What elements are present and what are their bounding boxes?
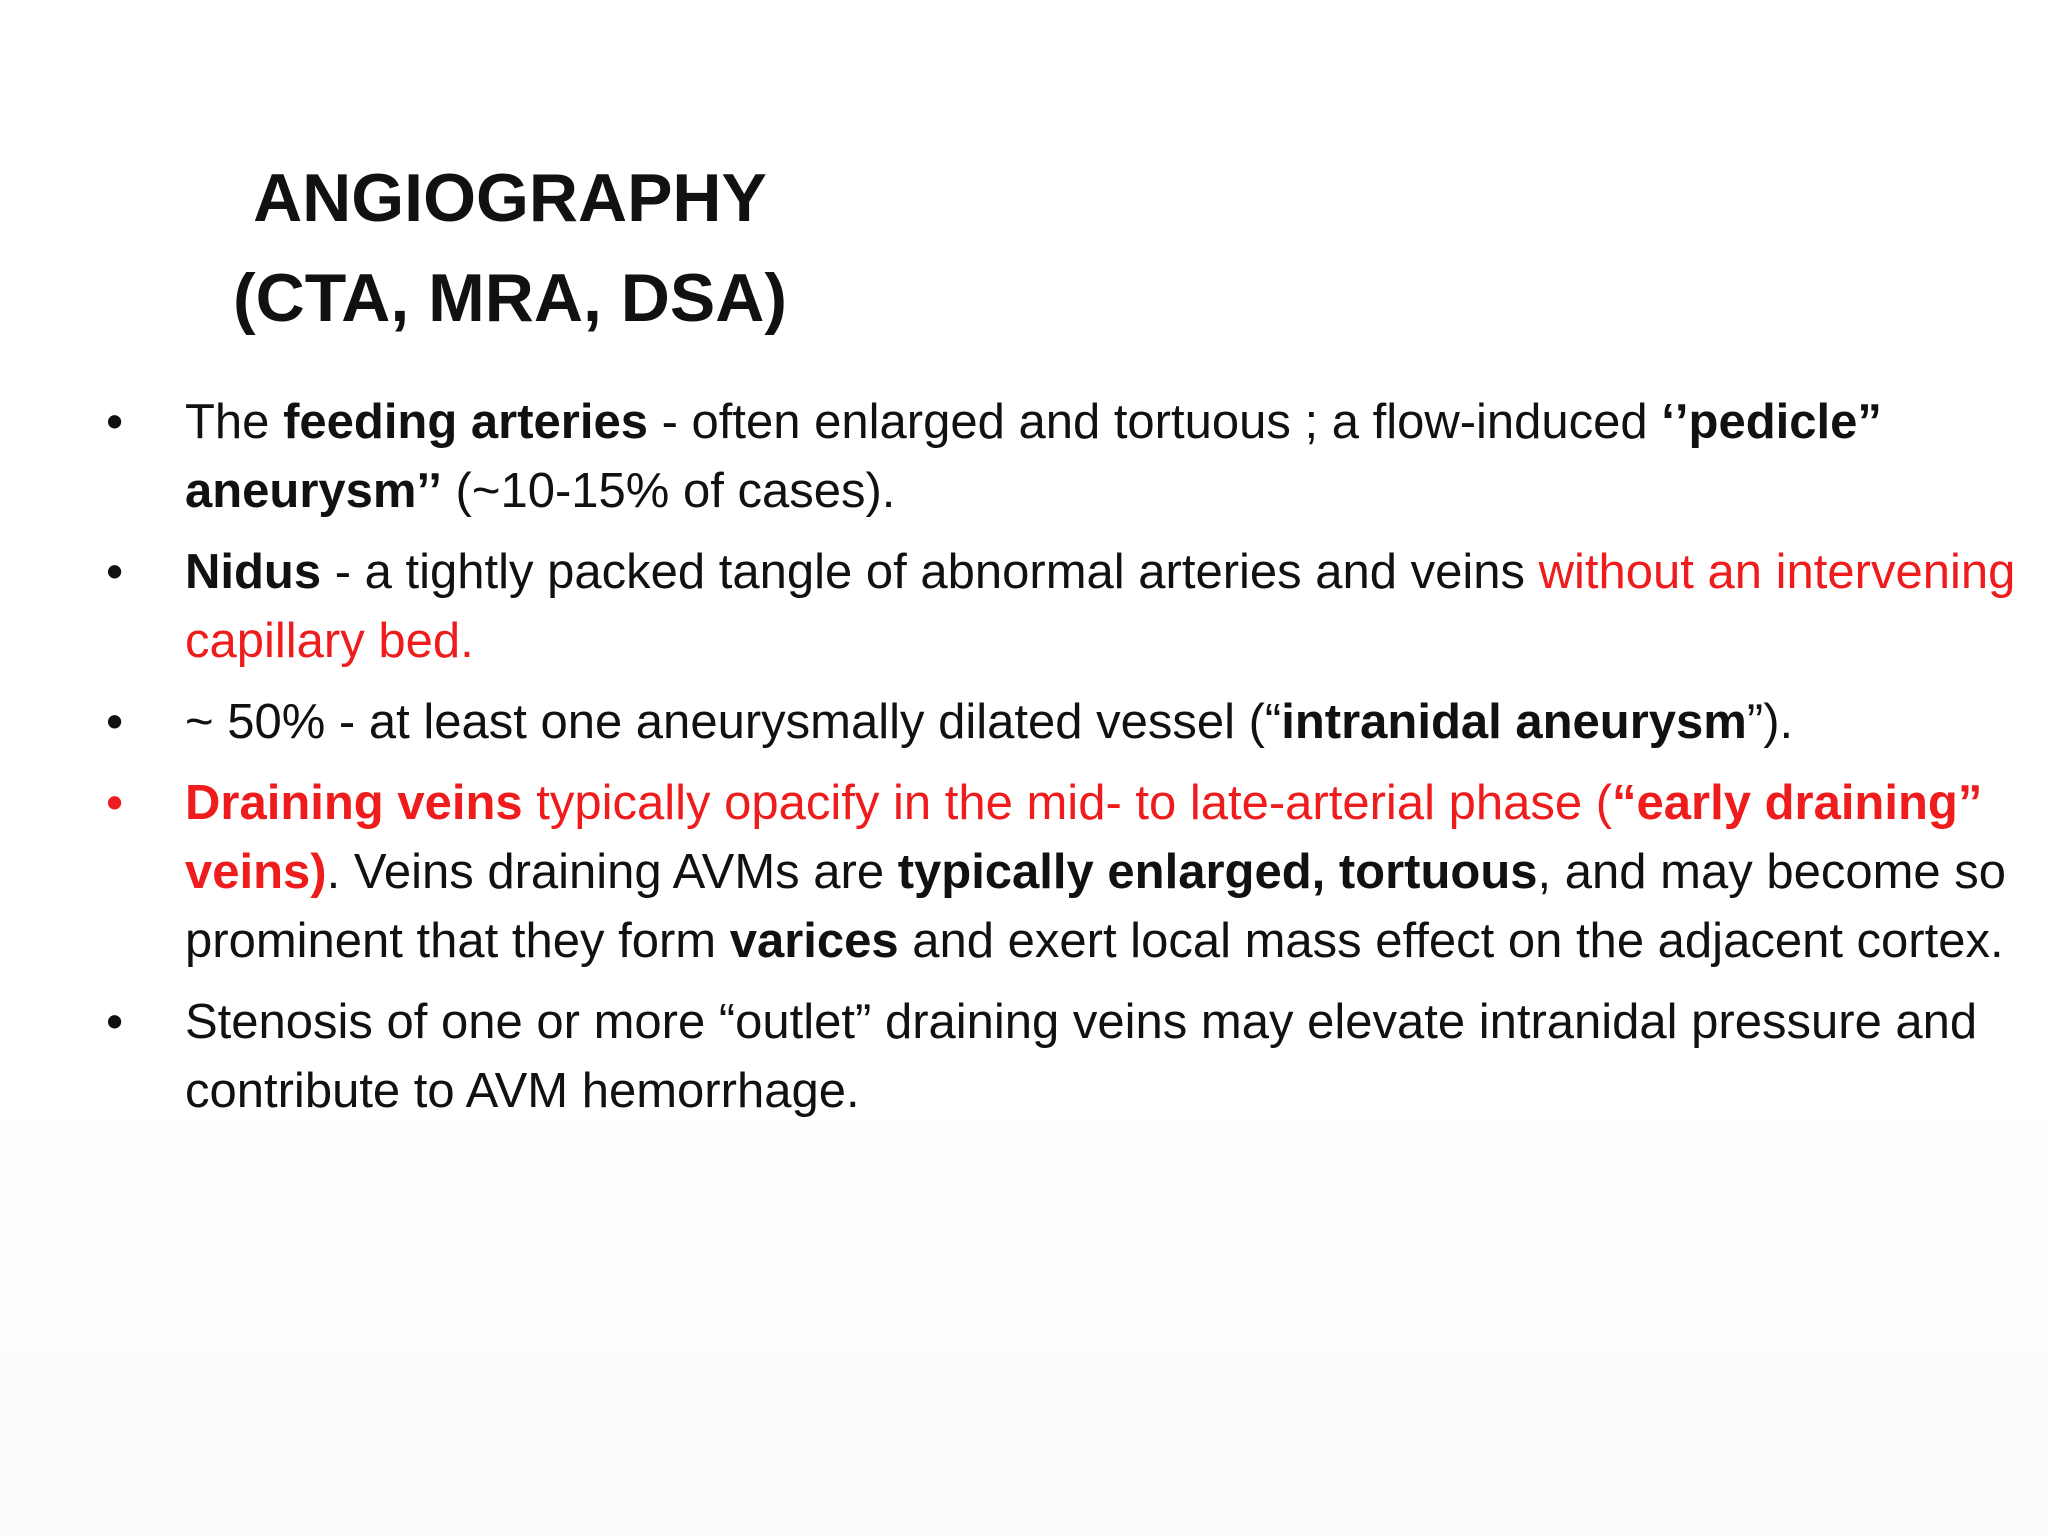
text-run: (~10-15% of cases). (441, 464, 896, 518)
title-line-1: ANGIOGRAPHY (253, 160, 767, 236)
bullet-text (185, 538, 2045, 676)
bold-term-early-draining-veins: “early draining” veins) (185, 776, 1983, 899)
bullet-stenosis (100, 988, 1978, 1126)
bullet-marker: • (106, 776, 124, 830)
slide-title (160, 148, 860, 348)
text-run: Stenosis of one or more “outlet” draining veins may elevate intranidal pressure and contribute to AVM hemorrhage. (185, 995, 1978, 1118)
bold-term-pedicle-aneurysm: ‘’pedicle” aneurysm’’ (185, 395, 1882, 518)
bullet-list (100, 388, 2016, 1138)
text-run: - a tightly packed tangle of abnormal arteries and veins (321, 545, 1539, 599)
text-run: and exert local mass effect on the adjacent cortex. (898, 914, 2004, 968)
bold-term-feeding-arteries: feeding arteries (283, 395, 648, 449)
bullet-draining-veins (100, 769, 2007, 976)
bullet-feeding-arteries (100, 388, 1960, 526)
bullet-text (185, 388, 2045, 526)
bullet-text (185, 769, 2045, 976)
text-run: The (185, 395, 284, 449)
bold-term-enlarged-tortuous: typically enlarged, tortuous (897, 845, 1538, 899)
highlight-no-capillary-bed: without an intervening capillary bed. (185, 545, 2016, 668)
bold-term-varices: varices (729, 914, 899, 968)
text-run: . Veins draining AVMs are (326, 845, 898, 899)
bullet-marker: • (106, 545, 124, 599)
bullet-marker: • (106, 995, 124, 1049)
bullet-text (185, 688, 2045, 757)
bold-term-draining-veins: Draining veins (185, 776, 523, 830)
text-run: , and may become so prominent that they form (185, 845, 2007, 968)
highlight-opacify-phase: typically opacify in the mid- to late-arterial phase ( (522, 776, 1613, 830)
bullet-intranidal-aneurysm (100, 688, 1960, 757)
bullet-text (185, 988, 2045, 1126)
bullet-nidus (100, 538, 2016, 676)
bold-term-nidus: Nidus (185, 545, 322, 599)
title-line-2: (CTA, MRA, DSA) (233, 260, 787, 336)
bold-term-intranidal-aneurysm: intranidal aneurysm (1281, 695, 1747, 749)
text-run: ~ 50% - at least one aneurysmally dilated vessel (“ (185, 695, 1282, 749)
bullet-marker: • (106, 695, 124, 749)
bullet-marker: • (106, 395, 124, 449)
text-run: ”). (1746, 695, 1794, 749)
text-run: - often enlarged and tortuous ; a flow-induced (647, 395, 1662, 449)
